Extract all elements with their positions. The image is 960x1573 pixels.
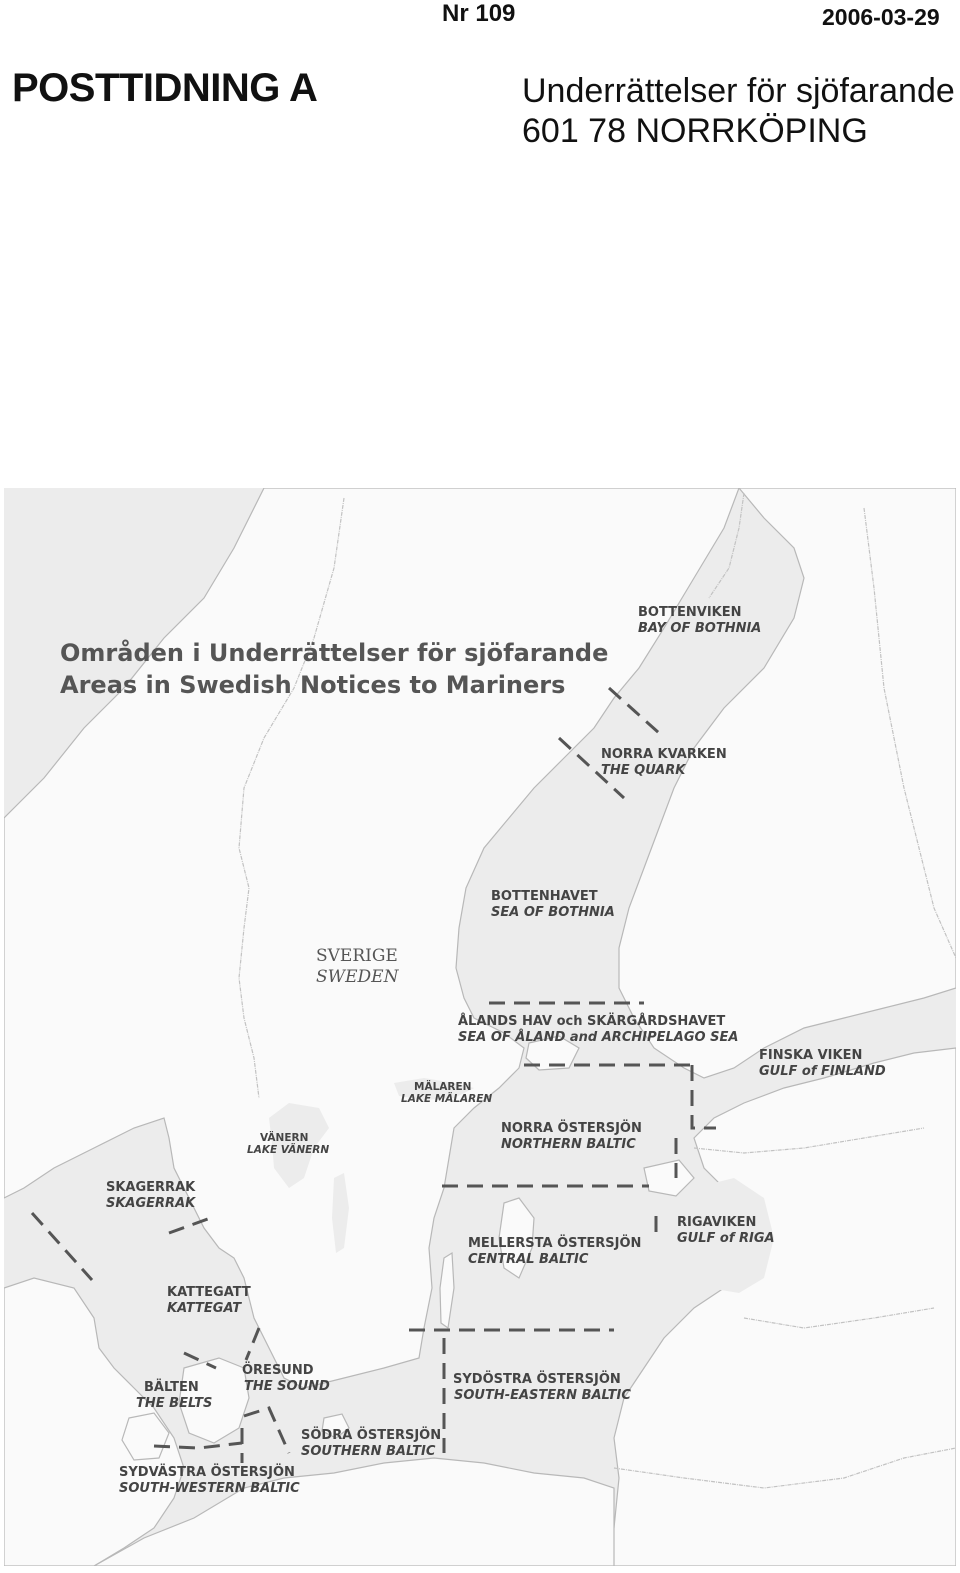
area-label-bottenviken-en: BAY OF BOTHNIA [638, 621, 762, 636]
area-label-kattegatt-en: KATTEGAT [167, 1301, 242, 1316]
area-label-vanern-en: LAKE VÄNERN [247, 1144, 330, 1156]
area-label-alands-hav-sv: ÅLANDS HAV och SKÄRGÅRDSHAVET [458, 1014, 726, 1029]
area-label-mellersta-ostersjon-sv: MELLERSTA ÖSTERSJÖN [468, 1236, 642, 1251]
area-label-bottenhavet-sv: BOTTENHAVET [491, 889, 598, 904]
area-label-sydvastra-ostersjon-sv: SYDVÄSTRA ÖSTERSJÖN [119, 1465, 295, 1480]
area-label-oresund-sv: ÖRESUND [242, 1363, 314, 1378]
map-title-sv: Områden i Underrättelser för sjöfarande [60, 639, 609, 667]
area-label-norra-kvarken-sv: NORRA KVARKEN [601, 747, 727, 762]
area-label-sodra-ostersjon-sv: SÖDRA ÖSTERSJÖN [301, 1428, 442, 1443]
area-label-sydvastra-ostersjon-en: SOUTH-WESTERN BALTIC [119, 1481, 300, 1496]
area-label-rigaviken-sv: RIGAVIKEN [677, 1215, 757, 1230]
notice-areas-map [4, 488, 956, 1566]
area-label-rigaviken-en: GULF of RIGA [677, 1231, 775, 1246]
area-label-norra-ostersjon-en: NORTHERN BALTIC [501, 1137, 636, 1152]
area-label-bottenhavet-en: SEA OF BOTHNIA [491, 905, 615, 920]
publication-title: POSTTIDNING A [12, 66, 318, 110]
area-label-norra-ostersjon-sv: NORRA ÖSTERSJÖN [501, 1121, 642, 1136]
area-label-sydostra-ostersjon-sv: SYDÖSTRA ÖSTERSJÖN [453, 1372, 621, 1387]
area-label-balten-en: THE BELTS [136, 1396, 213, 1411]
address-line-2: 601 78 NORRKÖPING [522, 112, 868, 150]
area-label-balten-sv: BÄLTEN [144, 1380, 199, 1395]
area-label-sodra-ostersjon-en: SOUTHERN BALTIC [301, 1444, 436, 1459]
area-label-finska-viken-sv: FINSKA VIKEN [759, 1048, 863, 1063]
area-label-skagerrak-sv: SKAGERRAK [106, 1180, 196, 1195]
issue-date: 2006-03-29 [822, 4, 940, 30]
address-line-1: Underrättelser för sjöfarande [522, 72, 955, 110]
area-label-bottenviken-sv: BOTTENVIKEN [638, 605, 742, 620]
area-label-norra-kvarken-en: THE QUARK [601, 763, 686, 778]
area-label-kattegatt-sv: KATTEGATT [167, 1285, 251, 1300]
issue-number: Nr 109 [442, 0, 516, 27]
area-label-alands-hav-en: SEA OF ÅLAND and ARCHIPELAGO SEA [458, 1030, 739, 1045]
country-label-sv: SVERIGE [316, 946, 398, 966]
area-label-oresund-en: THE SOUND [244, 1379, 330, 1394]
map-title-en: Areas in Swedish Notices to Mariners [60, 671, 566, 699]
area-label-sydostra-ostersjon-en: SOUTH-EASTERN BALTIC [454, 1388, 631, 1403]
area-label-mellersta-ostersjon-en: CENTRAL BALTIC [468, 1252, 589, 1267]
area-label-vanern-sv: VÄNERN [260, 1132, 309, 1144]
area-label-malaren-en: LAKE MÄLAREN [401, 1093, 493, 1105]
area-label-skagerrak-en: SKAGERRAK [106, 1196, 196, 1211]
country-label-en: SWEDEN [316, 967, 399, 987]
area-label-finska-viken-en: GULF of FINLAND [759, 1064, 886, 1079]
area-label-malaren-sv: MÄLAREN [414, 1081, 472, 1093]
